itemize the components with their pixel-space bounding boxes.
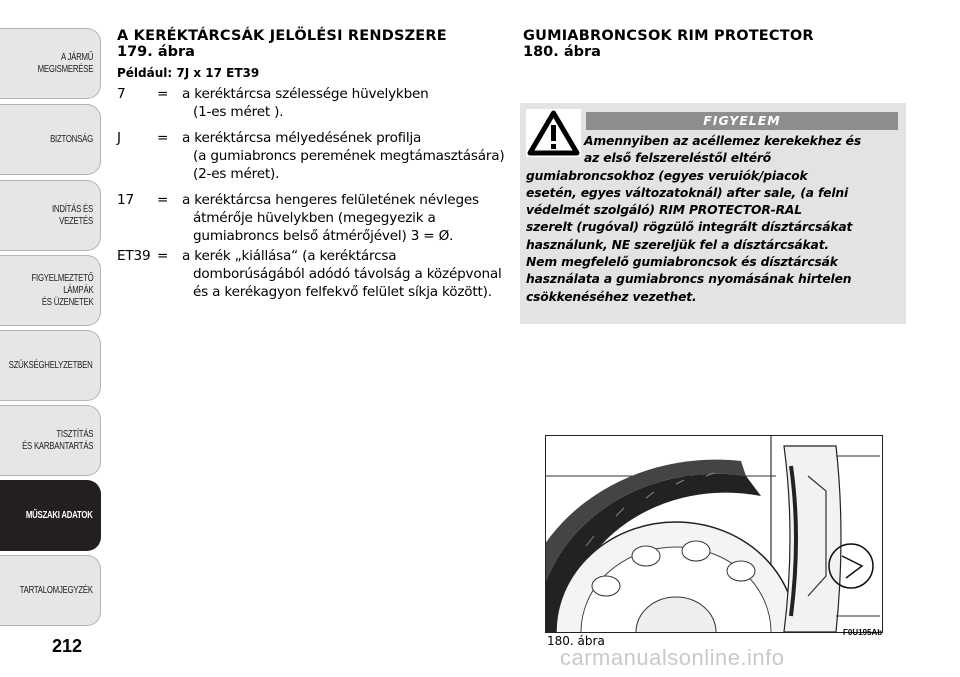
warning-box	[520, 103, 906, 324]
warning-heading: FIGYELEM	[586, 112, 898, 130]
tab-vehicle-overview[interactable]: A JÁRMŰ MEGISMERÉSE	[0, 28, 101, 99]
definition-item: 17 = a keréktárcsa hengeres felületének névleges átmérője hüvelykben (megegyezik a gumiabroncs belső átmérőjével) 3 = Ø.	[117, 192, 479, 244]
tab-safety[interactable]: BIZTONSÁG	[0, 104, 101, 175]
warning-text: Amennyiben az acéllemez kerekekhez és az első felszereléstől eltérő gumiabroncsokhoz (egyes veruiók/piacok esetén, egyes változatoknál) after sale, (a felni védelmét szolgáló) RIM PROTECTOR-RAL szerelt (rugóval) rögzülő integrált dísztárcsákat használunk, NE szereljük fel a dísztárcsákat. Nem megfelelő gumiabroncsok és dísztárcsák használata a gumiabroncs nyomásának hirtelen csökkenéséhez vezethet.	[526, 134, 861, 304]
example-label: Például: 7J x 17 ET39	[117, 66, 260, 80]
section-title: A KERÉKTÁRCSÁK JELÖLÉSI RENDSZERE	[117, 28, 447, 44]
watermark: carmanualsonline.info	[560, 645, 785, 670]
figure-caption: 180. ábra	[547, 634, 605, 648]
section-title: GUMIABRONCSOK RIM PROTECTOR	[523, 28, 814, 44]
definition-list	[117, 85, 509, 301]
figure-reference: 179. ábra	[117, 44, 195, 60]
rim-protector-section	[523, 28, 908, 66]
tab-warning-lights[interactable]: FIGYELMEZTETŐ LÁMPÁK ÉS ÜZENETEK	[0, 255, 101, 326]
definition-item: ET39 = a kerék „kiállása“ (a keréktárcsa domborúságából adódó távolság a középvonal és a kerékagyon felfekvő felület síkja között).	[117, 248, 502, 300]
tab-starting-driving[interactable]: INDÍTÁS ÉS VEZETÉS	[0, 180, 101, 251]
figure-reference: 180. ábra	[523, 44, 601, 60]
page-number: 212	[52, 636, 83, 656]
tab-maintenance[interactable]: TISZTÍTÁS ÉS KARBANTARTÁS	[0, 405, 101, 476]
tab-technical-data[interactable]: MŰSZAKI ADATOK	[0, 480, 101, 551]
tab-index[interactable]: TARTALOMJEGYZÉK	[0, 555, 101, 626]
tab-emergency[interactable]: SZÜKSÉGHELYZETBEN	[0, 330, 101, 401]
wheel-marking-section	[117, 28, 509, 303]
wheel-illustration	[546, 436, 882, 632]
definition-item: 7 = a keréktárcsa szélessége hüvelykben (1-es méret ).	[117, 86, 429, 120]
wheel-figure	[545, 435, 883, 633]
figure-code: F0U195Ab	[843, 628, 883, 637]
definition-item: J = a keréktárcsa mélyedésének profilja (a gumiabroncs peremének megtámasztására) (2-es méret).	[117, 130, 505, 182]
